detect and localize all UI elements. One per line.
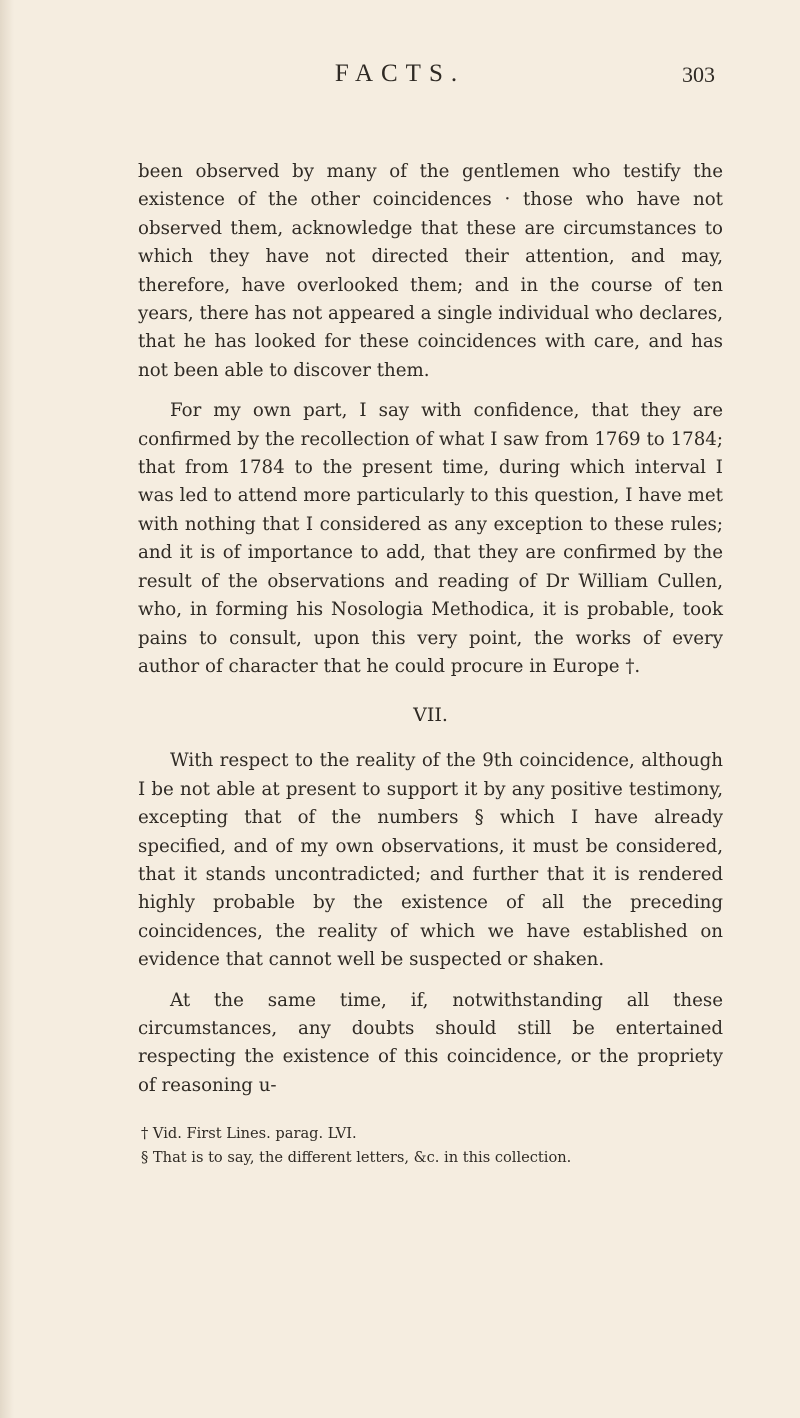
paragraph-ninth-coincidence: With respect to the reality of the 9th coincidence, although I be not able at present to support it by any positive testimony, excepting that of the numbers § which I have already specified, and of my own observations, it must be considered, that it stands uncontradicted; and further that it is rendered highly probable by the existence of all the preceding coincidences, the reality of which we have established on evidence that cannot well be suspected or shaken. <box>138 750 723 971</box>
paragraph-continued: been observed by many of the gentlemen who testify the existence of the other coincidences · those who have not observed them, acknowledge that these are circumstances to which they have not directed their attention, and may, therefore, have overlooked them; and in the course of ten years, there has not appeared a single individual who declares, that he has looked for these coincidences with care, and has not been able to discover them. <box>138 161 723 381</box>
page-header <box>0 60 800 100</box>
page-body <box>138 158 723 1170</box>
running-title: FACTS. <box>334 60 466 87</box>
paragraph-own-part: For my own part, I say with confidence, that they are confirmed by the recollection of what I saw from 1769 to 1784; that from 1784 to the present time, during which interval I was led to attend more particularly to this question, I have met with nothing that I considered as any exception to these rules; and it is of importance to add, that they are confirmed by the result of the observations and reading of Dr William Cullen, who, in forming his Nosologia Methodica, it is probable, took pains to consult, upon this very point, the works of every author of character that he could procure in Europe †. <box>138 400 723 677</box>
footnote-dagger: † Vid. First Lines. parag. LVI. <box>141 1125 357 1143</box>
footnote-section: § That is to say, the different letters, &c. in this collection. <box>141 1149 572 1167</box>
page-number: 303 <box>682 62 715 87</box>
paragraph-same-time: At the same time, if, notwithstanding all these circumstances, any doubts should still be entertained respecting the existence of this coincidence, or the propriety of reasoning u- <box>138 989 723 1096</box>
footnotes <box>138 1122 723 1170</box>
section-heading: VII. <box>413 704 448 727</box>
page-edge-shadow <box>0 0 14 1418</box>
